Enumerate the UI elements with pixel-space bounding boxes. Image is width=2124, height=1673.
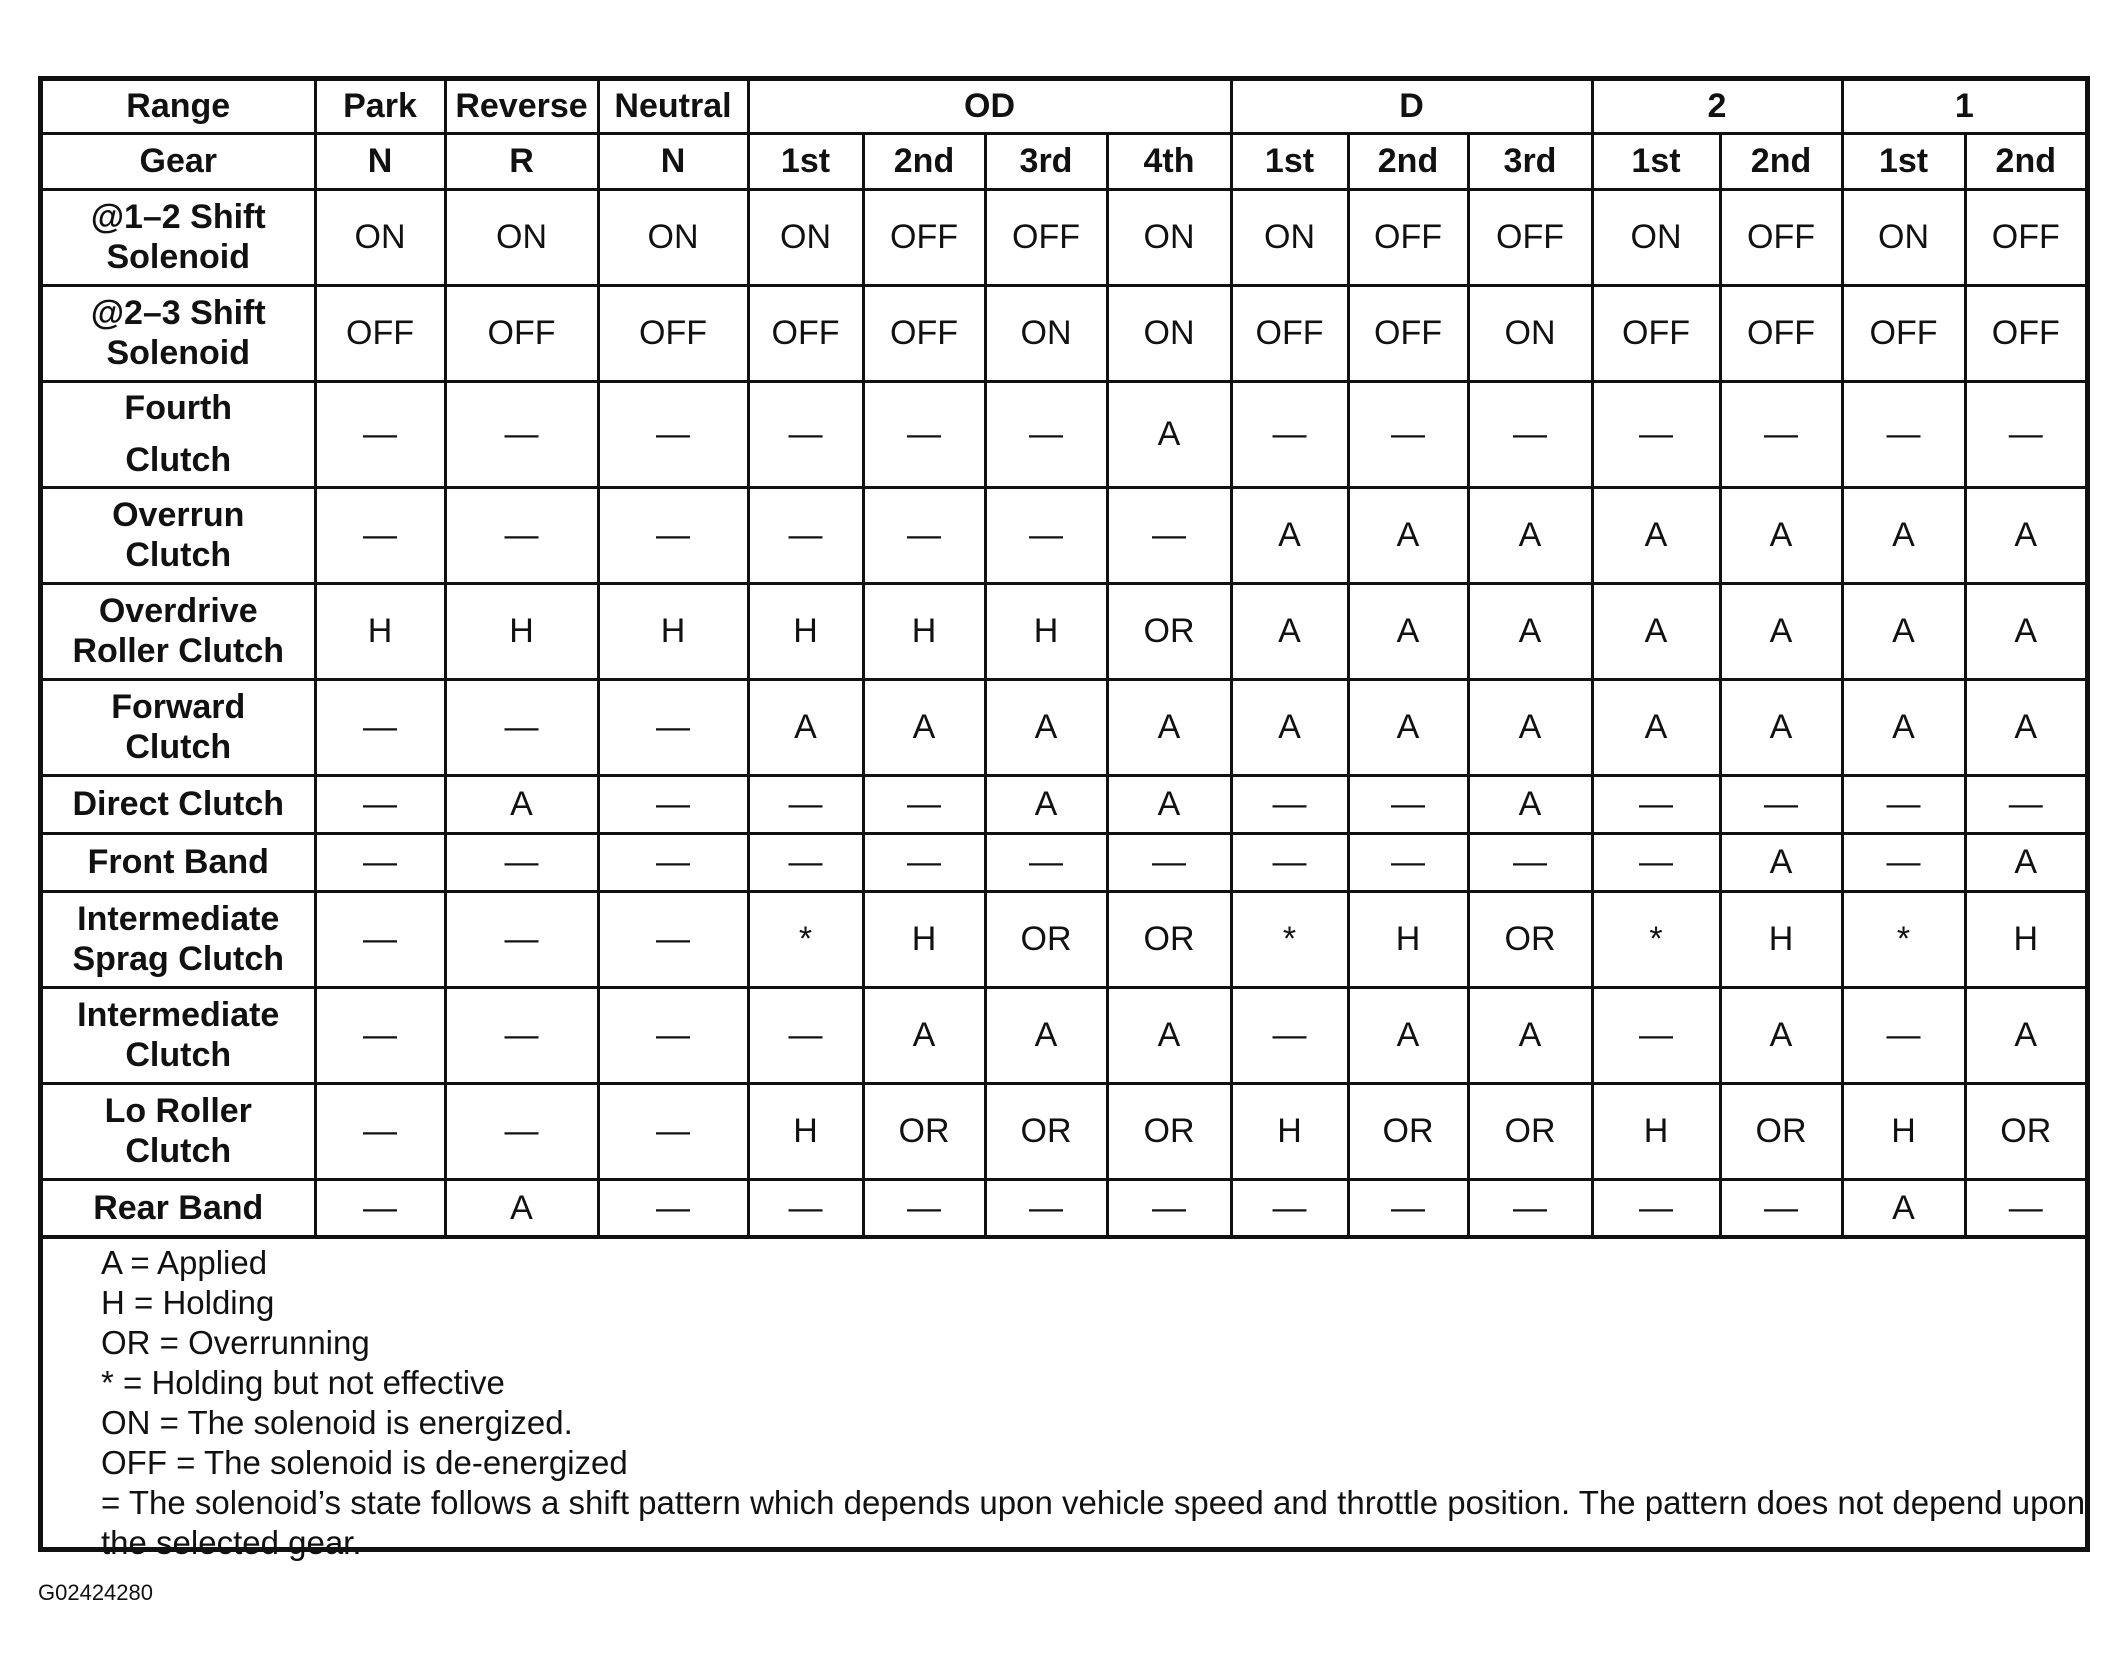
state-cell: OFF [1965, 189, 2085, 285]
legend-item: H = Holding [101, 1284, 275, 1321]
state-cell: — [598, 987, 748, 1083]
state-cell: — [1592, 833, 1720, 891]
legend-item: A = Applied [101, 1244, 268, 1281]
state-cell: — [315, 381, 445, 487]
row-label-line: Lo Roller [104, 1092, 252, 1130]
gear-header-cell: N [598, 133, 748, 189]
state-cell: OFF [598, 285, 748, 381]
state-cell: A [985, 987, 1107, 1083]
state-cell: — [1965, 1179, 2085, 1237]
gear-header-cell: 2nd [863, 133, 985, 189]
state-cell: — [1231, 1179, 1348, 1237]
state-cell: — [1965, 775, 2085, 833]
state-cell: — [315, 775, 445, 833]
row-label-line: Direct Clutch [72, 785, 285, 823]
state-cell: — [598, 891, 748, 987]
state-cell: A [985, 775, 1107, 833]
range-header-cell: OD [748, 81, 1231, 133]
gear-header-cell: 2nd [1348, 133, 1468, 189]
state-cell: — [1592, 1179, 1720, 1237]
state-cell: — [598, 833, 748, 891]
state-cell: — [1592, 381, 1720, 487]
state-cell: H [1720, 891, 1842, 987]
state-cell: — [1468, 833, 1592, 891]
state-cell: ON [1107, 189, 1231, 285]
state-cell: OR [1720, 1083, 1842, 1179]
state-cell: OFF [1842, 285, 1965, 381]
gear-header-cell: 1st [1842, 133, 1965, 189]
gear-header-cell: N [315, 133, 445, 189]
row-label-line: Clutch [125, 1036, 232, 1074]
row-label [43, 775, 315, 833]
state-cell: A [1965, 987, 2085, 1083]
state-cell: — [1348, 833, 1468, 891]
state-cell: — [748, 775, 863, 833]
legend [101, 1243, 2091, 1563]
state-cell: OR [1348, 1083, 1468, 1179]
row-label [43, 189, 315, 285]
row-label-line: Forward [111, 688, 246, 726]
state-cell: A [1468, 775, 1592, 833]
range-header-cell: Park [315, 81, 445, 133]
legend-item: OFF = The solenoid is de-energized [101, 1444, 628, 1481]
state-cell: H [1842, 1083, 1965, 1179]
state-cell: OFF [863, 285, 985, 381]
state-cell: ON [748, 189, 863, 285]
state-cell: A [1107, 679, 1231, 775]
row-label-line: Roller Clutch [72, 632, 285, 670]
state-cell: — [748, 1179, 863, 1237]
state-cell: — [315, 1179, 445, 1237]
state-cell: — [985, 1179, 1107, 1237]
state-cell: A [1965, 833, 2085, 891]
state-cell: — [445, 381, 598, 487]
legend-item: * = Holding but not effective [101, 1364, 505, 1401]
state-cell: OFF [1348, 285, 1468, 381]
state-cell: A [1231, 487, 1348, 583]
row-label-line: Intermediate [77, 900, 280, 938]
state-cell: H [985, 583, 1107, 679]
state-cell: — [445, 987, 598, 1083]
state-cell: — [445, 487, 598, 583]
state-cell: — [1965, 381, 2085, 487]
state-cell: — [1231, 775, 1348, 833]
state-cell: ON [1468, 285, 1592, 381]
state-cell: OR [985, 891, 1107, 987]
state-cell: OFF [315, 285, 445, 381]
state-cell: — [863, 775, 985, 833]
row-label-line: Solenoid [106, 238, 251, 276]
row-label-line: Clutch [125, 536, 232, 574]
state-cell: A [1720, 987, 1842, 1083]
state-cell: A [1592, 679, 1720, 775]
row-label-line: Rear Band [93, 1188, 264, 1227]
state-cell: — [598, 381, 748, 487]
range-header-label: Range [43, 81, 315, 133]
component-row [43, 1179, 2085, 1237]
row-label-line: Sprag Clutch [72, 940, 285, 978]
state-cell: OFF [985, 189, 1107, 285]
state-cell: — [1231, 987, 1348, 1083]
state-cell: H [598, 583, 748, 679]
state-cell: — [863, 1179, 985, 1237]
row-label [43, 679, 315, 775]
state-cell: A [1348, 987, 1468, 1083]
gear-header-cell: 4th [1107, 133, 1231, 189]
state-cell: H [863, 891, 985, 987]
state-cell: A [1348, 487, 1468, 583]
state-cell: — [1592, 987, 1720, 1083]
state-cell: H [445, 583, 598, 679]
state-cell: ON [985, 285, 1107, 381]
gear-header-label: Gear [43, 133, 315, 189]
gear-header-cell: 1st [1231, 133, 1348, 189]
row-label [43, 987, 315, 1083]
legend-item: = The solenoid’s state follows a shift pattern which depends upon vehicle speed and throttle position. The pattern does not depend upon the selected gear. [101, 1484, 2086, 1561]
state-cell: — [598, 775, 748, 833]
state-cell: — [598, 679, 748, 775]
state-cell: OFF [1348, 189, 1468, 285]
gear-header-cell: 1st [1592, 133, 1720, 189]
clutch-application-chart [38, 76, 2090, 1561]
row-label-line: @1–2 Shift [90, 198, 266, 236]
state-cell: H [1592, 1083, 1720, 1179]
component-row [43, 833, 2085, 891]
row-label-line: Solenoid [106, 334, 251, 372]
row-label-line: Fourth [124, 389, 233, 427]
clutch-solenoid-table [43, 81, 2085, 1239]
component-row [43, 285, 2085, 381]
range-header-cell: 2 [1592, 81, 1842, 133]
state-cell: — [598, 1179, 748, 1237]
state-cell: OR [1468, 1083, 1592, 1179]
state-cell: — [1720, 1179, 1842, 1237]
state-cell: A [1720, 833, 1842, 891]
state-cell: A [445, 775, 598, 833]
state-cell: OR [1468, 891, 1592, 987]
state-cell: OR [1965, 1083, 2085, 1179]
state-cell: OFF [1720, 285, 1842, 381]
state-cell: OFF [445, 285, 598, 381]
state-cell: — [985, 833, 1107, 891]
state-cell: — [598, 487, 748, 583]
row-label-line: Intermediate [77, 996, 280, 1034]
legend-item: OR = Overrunning [101, 1324, 370, 1361]
state-cell: — [1842, 775, 1965, 833]
component-row [43, 487, 2085, 583]
component-row [43, 775, 2085, 833]
state-cell: A [1468, 487, 1592, 583]
gear-row [43, 133, 2085, 189]
state-cell: — [315, 891, 445, 987]
state-cell: — [445, 679, 598, 775]
state-cell: OR [863, 1083, 985, 1179]
state-cell: A [1468, 987, 1592, 1083]
state-cell: H [315, 583, 445, 679]
state-cell: — [1842, 987, 1965, 1083]
component-row [43, 679, 2085, 775]
state-cell: A [1592, 583, 1720, 679]
state-cell: — [863, 833, 985, 891]
gear-header-cell: 3rd [985, 133, 1107, 189]
state-cell: A [1231, 583, 1348, 679]
component-row [43, 189, 2085, 285]
row-label [43, 583, 315, 679]
state-cell: A [1965, 487, 2085, 583]
state-cell: — [445, 891, 598, 987]
row-label-line: Clutch [125, 441, 232, 479]
state-cell: * [1592, 891, 1720, 987]
gear-header-cell: R [445, 133, 598, 189]
state-cell: ON [315, 189, 445, 285]
state-cell: OFF [863, 189, 985, 285]
state-cell: — [315, 679, 445, 775]
component-row [43, 381, 2085, 487]
state-cell: ON [1107, 285, 1231, 381]
state-cell: — [1231, 381, 1348, 487]
figure-id: G02424280 [38, 1580, 153, 1605]
range-header-cell: D [1231, 81, 1592, 133]
component-row [43, 583, 2085, 679]
state-cell: — [748, 381, 863, 487]
state-cell: H [1965, 891, 2085, 987]
state-cell: ON [1842, 189, 1965, 285]
state-cell: A [1965, 679, 2085, 775]
component-row [43, 987, 2085, 1083]
row-label [43, 1083, 315, 1179]
state-cell: OFF [1231, 285, 1348, 381]
gear-header-cell: 1st [748, 133, 863, 189]
state-cell: — [315, 1083, 445, 1179]
gear-header-cell: 2nd [1965, 133, 2085, 189]
state-cell: A [863, 987, 985, 1083]
state-cell: OFF [1720, 189, 1842, 285]
gear-header-cell: 3rd [1468, 133, 1592, 189]
state-cell: A [1720, 583, 1842, 679]
row-label-line: Clutch [125, 1132, 232, 1170]
range-header-cell: Neutral [598, 81, 748, 133]
state-cell: A [1592, 487, 1720, 583]
range-header-cell: Reverse [445, 81, 598, 133]
state-cell: — [985, 381, 1107, 487]
state-cell: — [445, 1083, 598, 1179]
component-row [43, 1083, 2085, 1179]
state-cell: — [598, 1083, 748, 1179]
state-cell: OFF [1592, 285, 1720, 381]
row-label [43, 285, 315, 381]
state-cell: A [1468, 583, 1592, 679]
state-cell: — [1107, 1179, 1231, 1237]
state-cell: — [1468, 1179, 1592, 1237]
range-header-cell: 1 [1842, 81, 2085, 133]
state-cell: A [1720, 487, 1842, 583]
state-cell: OR [1107, 583, 1231, 679]
state-cell: A [748, 679, 863, 775]
state-cell: ON [1592, 189, 1720, 285]
state-cell: — [1107, 487, 1231, 583]
row-label-line: Overdrive [98, 592, 258, 630]
state-cell: A [1720, 679, 1842, 775]
state-cell: — [1231, 833, 1348, 891]
state-cell: A [1107, 987, 1231, 1083]
state-cell: H [748, 583, 863, 679]
state-cell: — [1720, 775, 1842, 833]
state-cell: ON [598, 189, 748, 285]
row-label [43, 891, 315, 987]
state-cell: OR [1107, 1083, 1231, 1179]
state-cell: — [748, 987, 863, 1083]
state-cell: * [1231, 891, 1348, 987]
state-cell: A [1842, 679, 1965, 775]
state-cell: A [1107, 775, 1231, 833]
state-cell: — [315, 833, 445, 891]
state-cell: — [1468, 381, 1592, 487]
state-cell: A [1107, 381, 1231, 487]
state-cell: ON [445, 189, 598, 285]
row-label [43, 487, 315, 583]
state-cell: A [863, 679, 985, 775]
state-cell: A [1468, 679, 1592, 775]
state-cell: A [985, 679, 1107, 775]
state-cell: — [985, 487, 1107, 583]
component-row [43, 891, 2085, 987]
state-cell: — [1592, 775, 1720, 833]
state-cell: A [1348, 583, 1468, 679]
row-label-line: @2–3 Shift [90, 294, 266, 332]
state-cell: H [748, 1083, 863, 1179]
row-label-line: Overrun [112, 496, 245, 534]
row-label [43, 381, 315, 487]
state-cell: — [315, 987, 445, 1083]
state-cell: — [1348, 381, 1468, 487]
state-cell: OFF [1468, 189, 1592, 285]
state-cell: — [1348, 775, 1468, 833]
state-cell: A [1231, 679, 1348, 775]
state-cell: — [1107, 833, 1231, 891]
state-cell: A [1842, 487, 1965, 583]
state-cell: — [863, 381, 985, 487]
state-cell: — [863, 487, 985, 583]
state-cell: OFF [1965, 285, 2085, 381]
state-cell: — [748, 487, 863, 583]
gear-header-cell: 2nd [1720, 133, 1842, 189]
row-label [43, 1179, 315, 1237]
state-cell: — [445, 833, 598, 891]
state-cell: — [1348, 1179, 1468, 1237]
state-cell: — [748, 833, 863, 891]
state-cell: A [445, 1179, 598, 1237]
range-row [43, 81, 2085, 133]
row-label [43, 833, 315, 891]
state-cell: H [1348, 891, 1468, 987]
state-cell: — [1720, 381, 1842, 487]
state-cell: — [1842, 833, 1965, 891]
state-cell: H [863, 583, 985, 679]
state-cell: A [1842, 1179, 1965, 1237]
state-cell: OR [1107, 891, 1231, 987]
state-cell: A [1965, 583, 2085, 679]
state-cell: ON [1231, 189, 1348, 285]
legend-item: ON = The solenoid is energized. [101, 1404, 573, 1441]
state-cell: * [1842, 891, 1965, 987]
row-label-line: Front Band [87, 843, 269, 881]
row-label-line: Clutch [125, 728, 232, 766]
state-cell: OR [985, 1083, 1107, 1179]
state-cell: * [748, 891, 863, 987]
state-cell: OFF [748, 285, 863, 381]
state-cell: H [1231, 1083, 1348, 1179]
state-cell: — [315, 487, 445, 583]
state-cell: — [1842, 381, 1965, 487]
state-cell: A [1842, 583, 1965, 679]
state-cell: A [1348, 679, 1468, 775]
